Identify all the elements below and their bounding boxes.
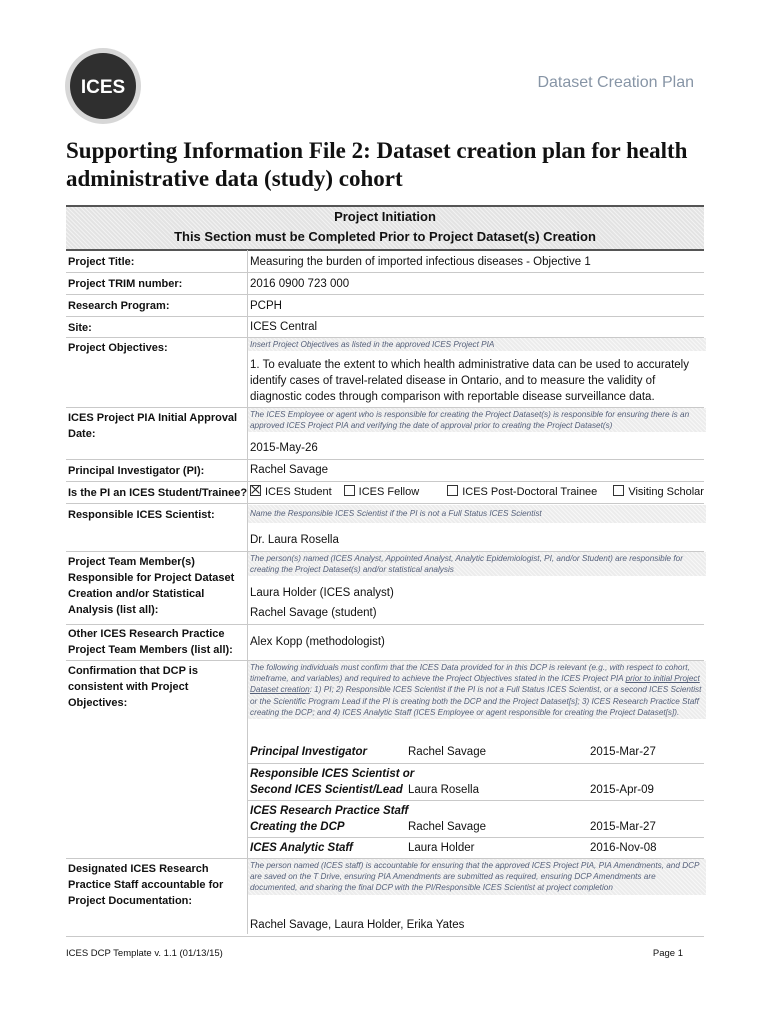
row-other [66, 624, 704, 661]
pia-hint: The ICES Employee or agent who is responsible for creating the Project Dataset(s) is responsible for ensuring there is an approved ICES Project PIA and verifying the date of approval prior to creating the Project Dataset(s) [248, 408, 706, 432]
confirm-date[interactable]: 2016-Nov-08 [590, 842, 657, 854]
program-label: Research Program: [68, 300, 170, 312]
confirmation-label: Confirmation that DCP is consistent with Project Objectives: [68, 665, 198, 709]
logo-text: ICES [80, 77, 126, 98]
program-field[interactable]: PCPH [250, 300, 282, 312]
row-project-title [66, 250, 704, 273]
pi-label: Principal Investigator (PI): [68, 465, 205, 477]
post-doc-checkbox[interactable]: ICES Post-Doctoral Trainee [447, 484, 597, 500]
footer-template: ICES DCP Template v. 1.1 (01/13/15) [66, 948, 223, 959]
checked-box-icon [250, 485, 261, 496]
row-trainee [66, 481, 704, 504]
site-label: Site: [68, 322, 92, 334]
pia-date-field[interactable]: 2015-May-26 [250, 442, 318, 454]
site-field[interactable]: ICES Central [250, 321, 318, 333]
objectives-hint: Insert Project Objectives as listed in the approved ICES Project PIA [248, 338, 706, 351]
team-label: Project Team Member(s) Responsible for Project Dataset Creation and/or Statistical Analysis (list all): [68, 556, 235, 616]
ices-logo [63, 46, 143, 126]
designated-label: Designated ICES Research Practice Staff accountable for Project Documentation: [68, 863, 224, 907]
row-pia [66, 407, 704, 460]
trim-label: Project TRIM number: [68, 278, 183, 290]
row-pi [66, 459, 704, 482]
project-title-label: Project Title: [68, 256, 135, 268]
row-team [66, 551, 704, 625]
visiting-scholar-checkbox[interactable]: Visiting Scholar [613, 484, 704, 500]
confirm-date[interactable]: 2015-Mar-27 [590, 746, 656, 758]
scientist-label: Responsible ICES Scientist: [68, 509, 215, 521]
scientist-hint: Name the Responsible ICES Scientist if the PI is not a Full Status ICES Scientist [248, 505, 706, 523]
divider [248, 800, 704, 801]
team-hint: The person(s) named (ICES Analyst, Appointed Analyst, Analytic Epidemiologist, PI, and/or Student) are responsible for creating the Project Dataset(s) and/or statistical analysis [248, 552, 706, 576]
row-scientist [66, 503, 704, 552]
ices-student-checkbox[interactable]: ICES Student [250, 484, 332, 500]
objectives-label: Project Objectives: [68, 342, 168, 354]
ices-fellow-checkbox[interactable]: ICES Fellow [344, 484, 420, 500]
pia-label: ICES Project PIA Initial Approval Date: [68, 412, 238, 440]
team-member-2[interactable]: Rachel Savage (student) [250, 607, 377, 619]
confirm-row-analytic: ICES Analytic Staff Laura Holder 2016-Nov-08 [250, 842, 657, 854]
section-subtitle: This Section must be Completed Prior to Project Dataset(s) Creation [174, 229, 596, 244]
header-title: Dataset Creation Plan [537, 74, 694, 91]
confirm-row-pi: Principal Investigator Rachel Savage 2015-Mar-27 [250, 746, 656, 758]
objectives-field[interactable]: 1. To evaluate the extent to which health administrative data can be used to accurately identify cases of travel-related disease in Ontario, and to measure the validity of diagnostic codes through comparison with reportable disease surveillance data. [250, 359, 689, 403]
confirm-date[interactable]: 2015-Mar-27 [590, 821, 656, 833]
confirm-name[interactable]: Laura Holder [408, 842, 475, 854]
confirm-date[interactable]: 2015-Apr-09 [590, 784, 654, 796]
designated-field[interactable]: Rachel Savage, Laura Holder, Erika Yates [250, 919, 465, 931]
designated-hint: The person named (ICES staff) is accountable for ensuring that the approved ICES Project PIA, PIA Amendments, and DCP are saved on the T Drive, ensuring PIA Amendments are submitted as required, ensuring DCP Amendments are documented, and sharing the final DCP with the PI/Responsible ICES Scientist at project completion [248, 859, 706, 895]
trainee-options [250, 484, 704, 500]
other-label: Other ICES Research Practice Project Team Members (list all): [68, 628, 233, 656]
other-field[interactable]: Alex Kopp (methodologist) [250, 636, 385, 648]
document-title: Supporting Information File 2: Dataset creation plan for health administrative data (study) cohort [66, 138, 688, 191]
confirmation-hint: The following individuals must confirm that the ICES Data provided for in this DCP is relevant (e.g., with respect to cohort, timeframe, and variables) and required to achieve the Project Objectives stated in the ICES Project PIA prior to initial Project Dataset creation: 1) PI; 2) Responsible ICES Scientist if the PI is not a Full Status ICES Scientist, or a second ICES Scientist or the Scientific Program Lead if the PI is creating both the DCP and the Project Dataset[s]; 3) ICES Research Practice Staff creating the DCP; and 4) ICES Analytic Staff (ICES Employee or agent responsible for creating the Project Dataset[s]). [248, 661, 706, 719]
section-banner [66, 205, 704, 251]
divider [248, 763, 704, 764]
footer-page: Page 1 [652, 948, 683, 959]
divider [248, 837, 704, 838]
section-title: Project Initiation [334, 209, 436, 224]
scientist-field[interactable]: Dr. Laura Rosella [250, 534, 339, 546]
row-objectives [66, 337, 704, 408]
confirm-row-scientist: Responsible ICES Scientist or Second ICES Scientist/Lead Laura Rosella 2015-Apr-09 [250, 768, 654, 796]
confirm-row-staff: ICES Research Practice Staff Creating the DCP Rachel Savage 2015-Mar-27 [250, 805, 656, 833]
unchecked-box-icon [344, 485, 355, 496]
confirm-name[interactable]: Rachel Savage [408, 746, 486, 758]
row-trim [66, 272, 704, 295]
project-title-field[interactable]: Measuring the burden of imported infectious diseases - Objective 1 [250, 256, 591, 268]
team-member-1[interactable]: Laura Holder (ICES analyst) [250, 587, 394, 599]
row-designated [66, 858, 704, 937]
pi-field[interactable]: Rachel Savage [250, 464, 328, 476]
confirm-name[interactable]: Rachel Savage [408, 821, 486, 833]
trim-field[interactable]: 2016 0900 723 000 [250, 278, 350, 290]
unchecked-box-icon [447, 485, 458, 496]
unchecked-box-icon [613, 485, 624, 496]
confirm-name[interactable]: Laura Rosella [408, 784, 479, 796]
trainee-label: Is the PI an ICES Student/Trainee? [68, 487, 248, 499]
row-program [66, 294, 704, 317]
row-site [66, 316, 704, 338]
